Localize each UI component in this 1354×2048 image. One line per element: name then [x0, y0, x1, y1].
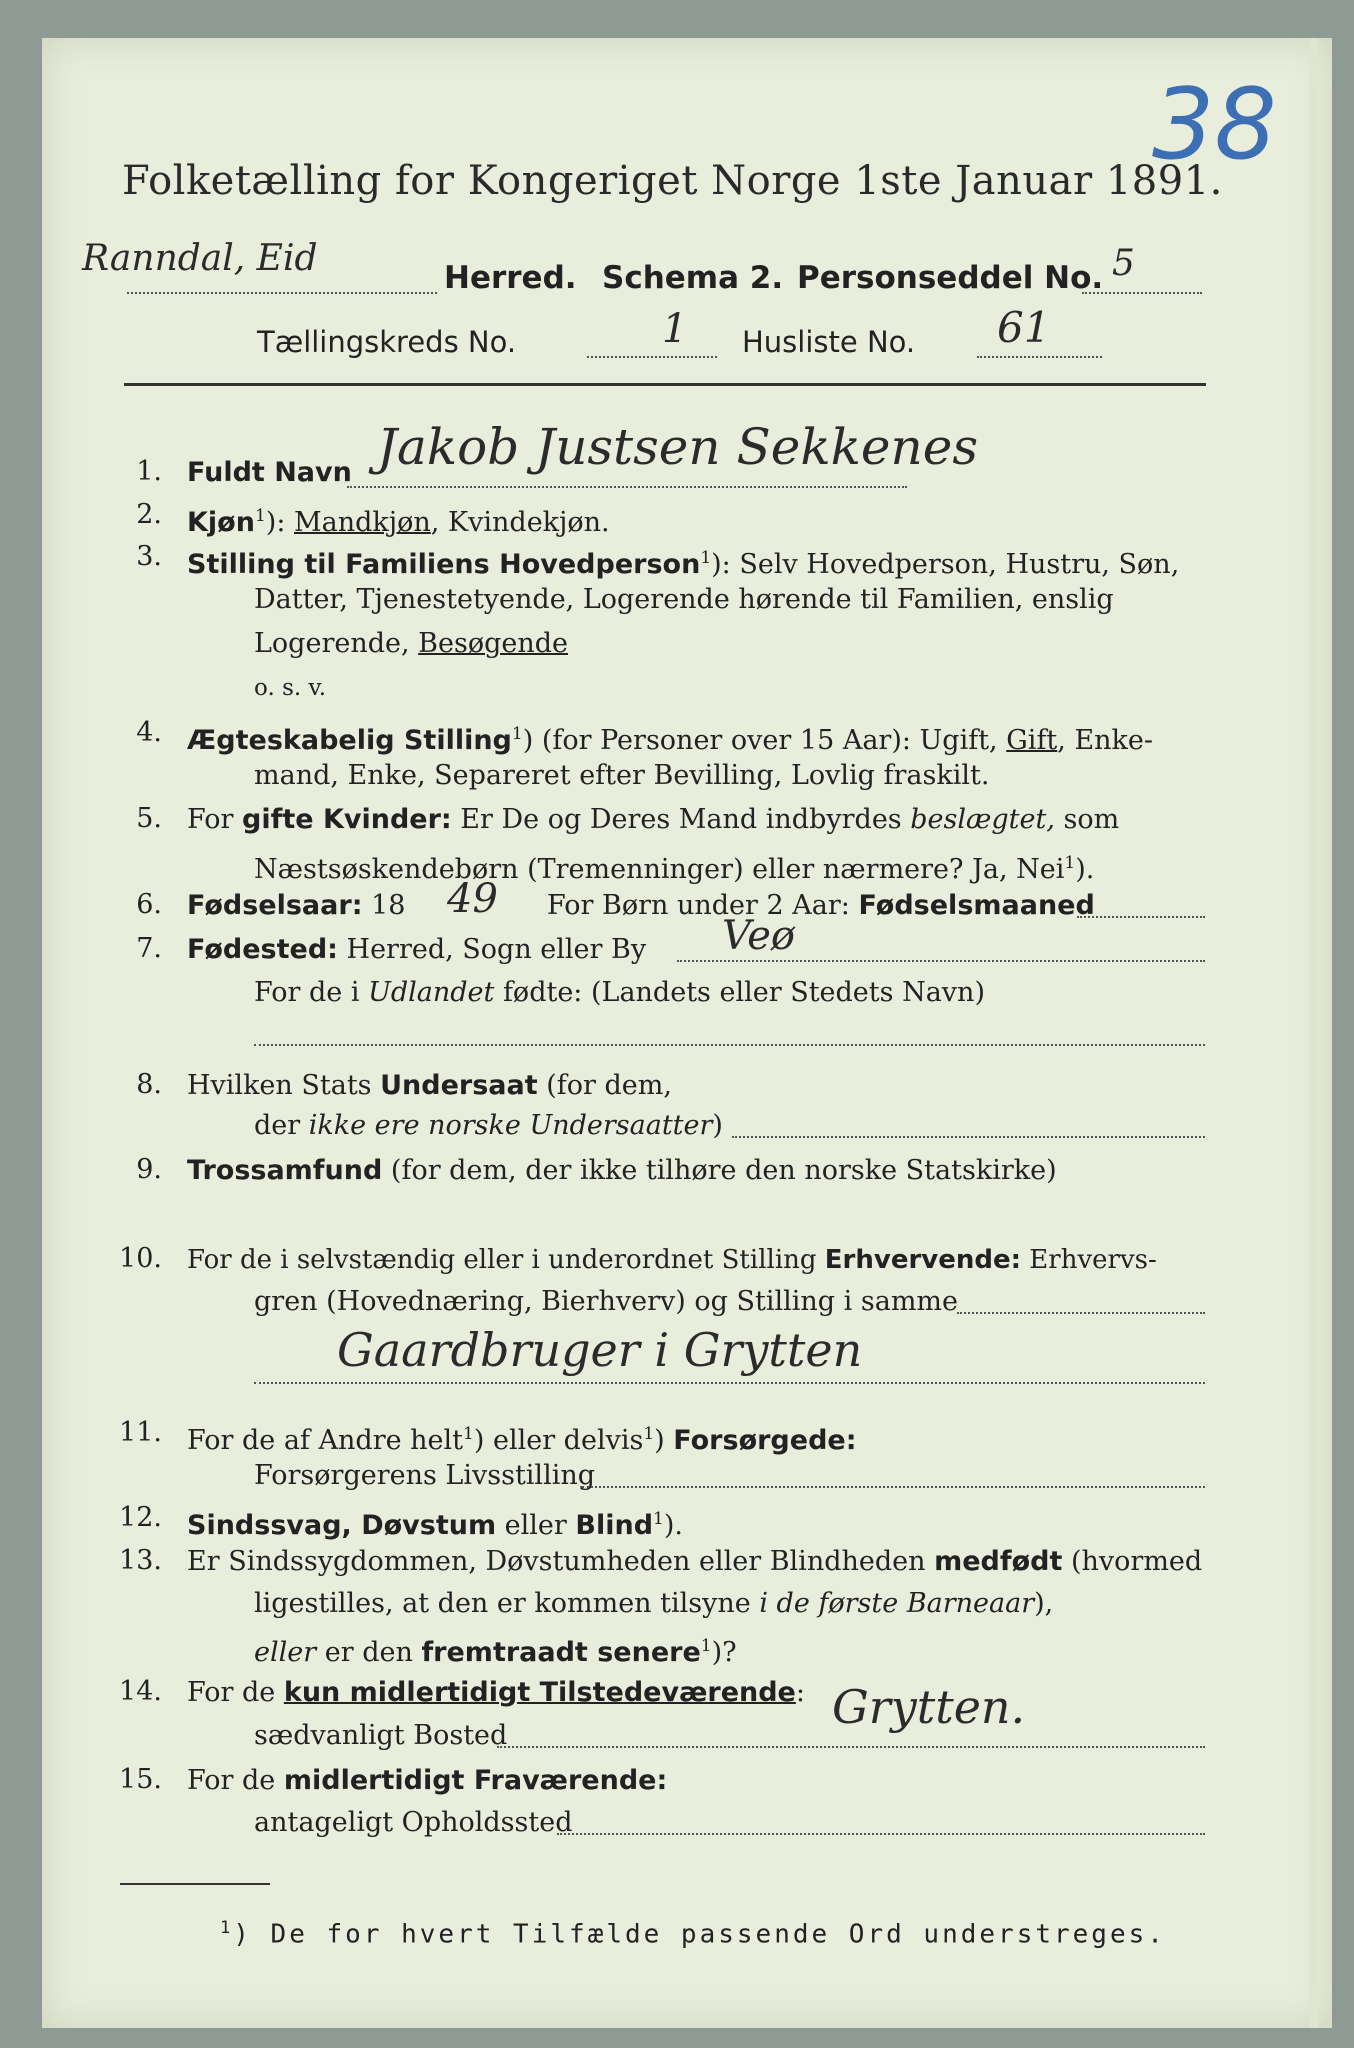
herred-handwritten: Ranndal, Eid	[82, 238, 318, 279]
field-10-number: 10.	[119, 1243, 162, 1274]
field-2-option-mandkjon: Mandkjøn	[294, 507, 431, 538]
field-7-rest: Herred, Sogn eller By	[337, 934, 647, 965]
field-3-number: 3.	[136, 541, 162, 572]
field-11-mid: ) eller delvis	[473, 1425, 644, 1456]
field-5-italic: beslægtet,	[910, 804, 1055, 835]
field-15-line-1	[187, 1764, 667, 1798]
field-5-line-2: Næstsøskendebørn (Tremenninger) eller nærmere? Ja, Nei$^1$).	[254, 853, 1095, 885]
field-10-value: Gaardbruger i Grytten	[337, 1323, 863, 1377]
field-7-line-2-b: fødte: (Landets eller Stedets Navn)	[494, 977, 985, 1008]
field-7-value: Veø	[722, 913, 795, 959]
kreds-label: Tællingskreds No.	[257, 325, 517, 359]
husliste-dotline	[977, 356, 1102, 358]
field-8-dotline	[732, 1136, 1205, 1138]
form-title: Folketælling for Kongeriget Norge 1ste Januar 1891.	[122, 158, 1223, 204]
field-10-line-2: gren (Hovednæring, Bierhverv) og Stilling i samme	[254, 1286, 959, 1317]
field-8-line-2	[254, 1109, 723, 1143]
field-13-line-2-b: ),	[1034, 1588, 1054, 1619]
field-14-line-2: sædvanligt Bosted	[254, 1720, 508, 1751]
field-6-label-2: Fødselsmaaned	[858, 890, 1095, 921]
field-3-line-1-rest: ): Selv Hovedperson, Hustru, Søn,	[711, 549, 1180, 580]
field-9-label: Trossamfund	[187, 1155, 383, 1186]
field-3-line-3-a: Logerende,	[254, 628, 419, 659]
field-13-fremtraadt: fremtraadt senere	[421, 1637, 701, 1668]
kreds-value: 1	[662, 306, 688, 352]
field-8-rest: (for dem,	[537, 1070, 672, 1101]
field-15-pre: For de	[187, 1765, 284, 1796]
field-4-label: Ægteskabelig Stilling	[187, 725, 512, 756]
field-13-line-2	[254, 1587, 1053, 1621]
field-15-label: midlertidigt Fraværende:	[283, 1765, 668, 1796]
field-3-line-4: o. s. v.	[254, 675, 327, 701]
field-4-line-1-rest: ) (for Personer over 15 Aar): Ugift,	[522, 725, 1007, 756]
field-7-dotline	[677, 960, 1205, 962]
field-7-line-2	[254, 976, 985, 1010]
field-14-end: :	[795, 1677, 805, 1708]
field-5-label: gifte Kvinder:	[242, 804, 452, 835]
field-7-line-1	[187, 933, 646, 967]
field-5-line-1-rest: Er De og Deres Mand indbyrdes	[451, 804, 911, 835]
field-6-number: 6.	[136, 889, 162, 920]
personseddel-value: 5	[1112, 243, 1135, 284]
field-13-line-1	[187, 1545, 1202, 1579]
field-1-dotline	[347, 486, 907, 488]
field-10-rest: Erhvervs-	[1021, 1245, 1157, 1275]
husliste-label: Husliste No.	[742, 325, 916, 359]
field-13-line-1-a: Er Sindssygdommen, Døvstumheden eller Blindheden	[187, 1546, 935, 1577]
footnote-text	[220, 1918, 1166, 1950]
field-14-value: Grytten.	[832, 1680, 1026, 1734]
field-10-dotline-1	[957, 1312, 1205, 1314]
field-7-line-2-a: For de i	[254, 977, 369, 1008]
field-6-prefix: 18	[362, 890, 406, 921]
field-4-line-2: mand, Enke, Separeret efter Bevilling, Lovlig fraskilt.	[254, 760, 990, 791]
field-10-line-1	[187, 1243, 1157, 1277]
field-4-option-gift: Gift	[1006, 725, 1058, 756]
field-10-dotline-2	[254, 1382, 1205, 1384]
field-15-line-2: antageligt Opholdssted	[254, 1807, 573, 1838]
field-12-number: 12.	[119, 1502, 162, 1533]
field-3-label: Stilling til Familiens Hovedperson	[187, 549, 701, 580]
field-6-children-text	[547, 889, 1095, 923]
field-15-number: 15.	[119, 1764, 162, 1795]
field-1-number: 1.	[136, 456, 162, 487]
field-8-label: Undersaat	[380, 1070, 538, 1101]
field-7-udlandet: Udlandet	[368, 977, 495, 1008]
field-13-line-3: eller er den fremtraadt senere$^1$)?	[254, 1636, 737, 1668]
field-14-pre: For de	[187, 1677, 284, 1708]
field-6-mid: For Børn under 2 Aar:	[547, 890, 859, 921]
field-8-line-2-italic: ikke ere norske Undersaatter	[308, 1110, 713, 1141]
field-13-line-3-a: er den	[316, 1637, 422, 1668]
paper-edge	[1310, 38, 1318, 2028]
personseddel-label: Personseddel No.	[797, 260, 1104, 296]
field-13-line-2-a: ligestilles, at den er kommen tilsyne	[254, 1588, 760, 1619]
field-10-pre: For de i selvstændig eller i underordnet Stilling	[187, 1245, 825, 1275]
field-7-number: 7.	[136, 933, 162, 964]
field-12-end: ).	[663, 1510, 683, 1541]
field-11-end: )	[654, 1425, 674, 1456]
field-12-label: Sindssvag, Døvstum	[187, 1510, 497, 1541]
schema-label: Schema 2.	[602, 260, 784, 296]
field-3-line-1: Stilling til Familiens Hovedperson$^1$): Selv Hovedperson, Hustru, Søn,	[187, 548, 1180, 580]
field-5-line-1	[187, 803, 1119, 837]
field-14-line-1	[187, 1676, 805, 1710]
footnote-marker: 1	[220, 1918, 234, 1938]
field-2-text	[187, 499, 610, 540]
field-8-line-2-a: der	[254, 1110, 309, 1141]
field-8-line-2-b: )	[712, 1110, 723, 1141]
archive-stamp-number: 38	[1152, 68, 1277, 182]
field-8-line-1	[187, 1069, 672, 1103]
field-2-sep: ):	[265, 507, 294, 538]
field-5-line-1-end: som	[1054, 804, 1120, 835]
field-5-line-2-text: Næstsøskendebørn (Tremenninger) eller nærmere? Ja, Nei	[254, 854, 1065, 885]
field-2-label: Kjøn	[187, 507, 255, 538]
field-13-eller: eller	[254, 1637, 317, 1668]
footnote-divider	[120, 1883, 270, 1885]
field-3-option-besogende: Besøgende	[418, 628, 569, 659]
field-11-label: Forsørgede:	[673, 1425, 857, 1456]
footnote-body: ) De for hvert Tilfælde passende Ord understreges.	[233, 1919, 1166, 1950]
field-14-number: 14.	[119, 1676, 162, 1707]
field-3-line-2: Datter, Tjenestetyende, Logerende hørende til Familien, enslig	[254, 584, 1114, 615]
field-12-line: Sindssvag, Døvstum eller Blind$^1$).	[187, 1509, 683, 1541]
field-9-line	[187, 1154, 1057, 1188]
field-11-pre: For de af Andre helt	[187, 1425, 464, 1456]
field-2-sup: 1	[254, 506, 266, 526]
field-15-dotline	[557, 1833, 1205, 1835]
field-6-label: Fødselsaar:	[187, 890, 363, 921]
herred-dotline	[127, 292, 437, 294]
field-8-number: 8.	[136, 1069, 162, 1100]
field-4-line-1-end: , Enke-	[1057, 725, 1154, 756]
field-3-line-3	[254, 627, 568, 661]
personseddel-dotline	[1082, 292, 1202, 294]
field-7-label: Fødested:	[187, 934, 338, 965]
field-13-line-3-c: )?	[711, 1637, 737, 1668]
husliste-value: 61	[997, 303, 1051, 352]
field-10-label: Erhvervende:	[824, 1245, 1022, 1275]
field-2-rest: , Kvindekjøn.	[430, 507, 610, 538]
field-11-line-1: For de af Andre helt$^1$) eller delvis$^1$) Forsørgede:	[187, 1424, 857, 1456]
field-11-number: 11.	[119, 1417, 162, 1448]
field-13-medfodt: medfødt	[934, 1546, 1063, 1577]
field-4-number: 4.	[136, 717, 162, 748]
field-12-label-2: Blind	[575, 1510, 654, 1541]
field-8-pre: Hvilken Stats	[187, 1070, 381, 1101]
field-13-number: 13.	[119, 1545, 162, 1576]
field-7-blank-line	[254, 1044, 1205, 1046]
field-1-label: Fuldt Navn	[187, 457, 352, 488]
field-5-number: 5.	[136, 803, 162, 834]
field-11-line-2: Forsørgerens Livsstilling	[254, 1460, 596, 1491]
field-9-rest: (for dem, der ikke tilhøre den norske Statskirke)	[382, 1155, 1057, 1186]
herred-label: Herred.	[444, 260, 577, 296]
field-11-dotline	[582, 1486, 1205, 1488]
field-13-line-1-c: (hvormed	[1062, 1546, 1203, 1577]
census-form-sheet	[42, 38, 1332, 2028]
field-4-line-1: Ægteskabelig Stilling$^1$) (for Personer over 15 Aar): Ugift, Gift, Enke-	[187, 724, 1154, 756]
field-13-line-2-italic: i de første Barneaar	[759, 1588, 1035, 1619]
field-14-dotline	[497, 1746, 1205, 1748]
field-12-mid: eller	[496, 1510, 576, 1541]
field-6-value: 49	[447, 876, 498, 922]
kreds-dotline	[587, 356, 717, 358]
field-14-label: kun midlertidigt Tilstedeværende	[283, 1677, 796, 1708]
field-2-number: 2.	[136, 499, 162, 530]
field-5-pre: For	[187, 804, 243, 835]
header-divider	[124, 383, 1206, 386]
field-1-value: Jakob Justsen Sekkenes	[377, 418, 978, 476]
field-9-number: 9.	[136, 1154, 162, 1185]
field-6-dotline	[1077, 916, 1205, 918]
field-6-line	[187, 889, 405, 923]
